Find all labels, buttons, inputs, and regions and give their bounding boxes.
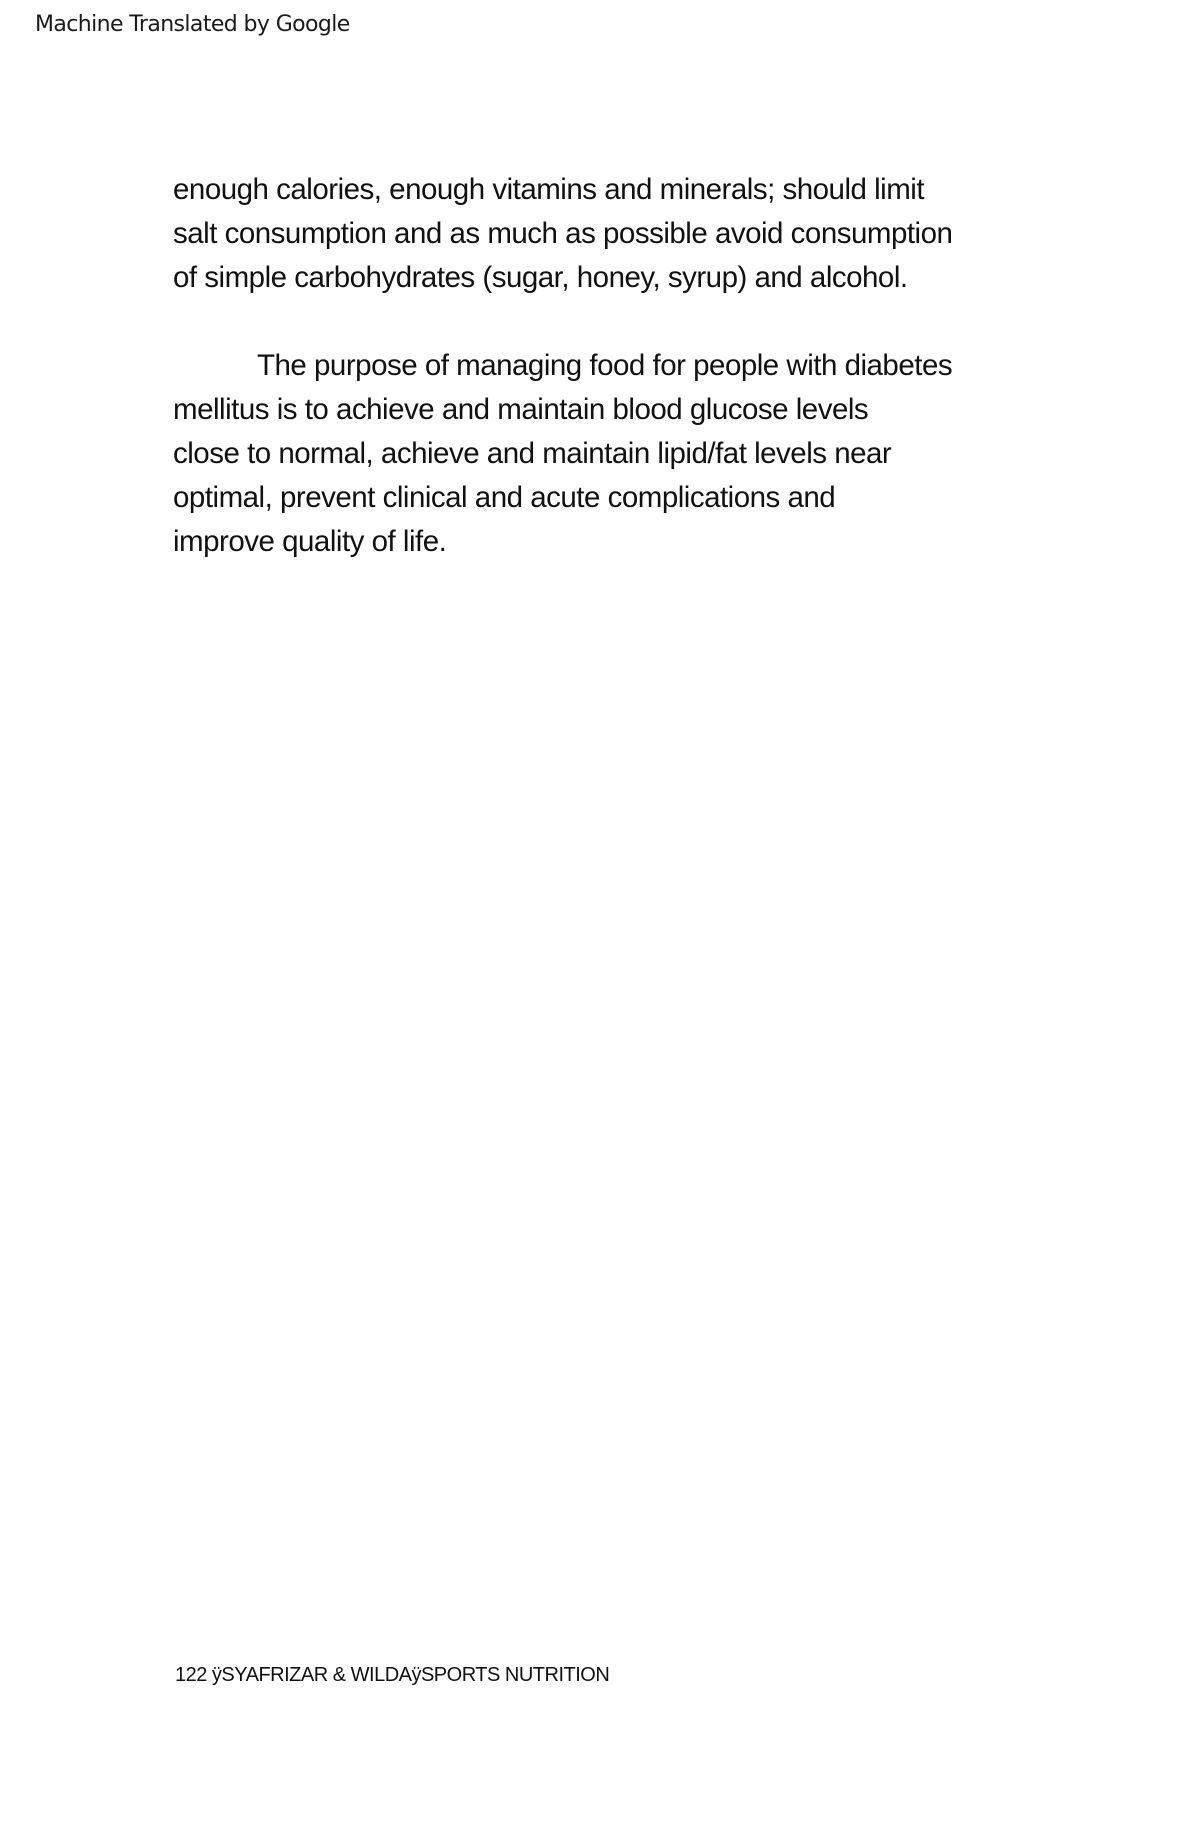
paragraph-diet-guidelines	[173, 168, 1073, 300]
text-line: enough calories, enough vitamins and minerals; should limit	[173, 173, 925, 206]
machine-translation-watermark: Machine Translated by Google	[35, 12, 350, 37]
page-body	[173, 168, 1073, 564]
text-line: The purpose of managing food for people with diabetes	[257, 349, 953, 382]
text-line: salt consumption and as much as possible avoid consumption	[173, 217, 953, 250]
text-line: optimal, prevent clinical and acute complications and	[173, 481, 836, 514]
text-line: close to normal, achieve and maintain lipid/fat levels near	[173, 437, 892, 470]
text-line: of simple carbohydrates (sugar, honey, syrup) and alcohol.	[173, 261, 908, 294]
paragraph-management-purpose	[173, 344, 1073, 564]
text-line: mellitus is to achieve and maintain blood glucose levels	[173, 393, 869, 426]
page-footer-running-head: 122 ÿSYAFRIZAR & WILDAÿSPORTS NUTRITION	[175, 1664, 610, 1686]
text-line: improve quality of life.	[173, 525, 447, 558]
